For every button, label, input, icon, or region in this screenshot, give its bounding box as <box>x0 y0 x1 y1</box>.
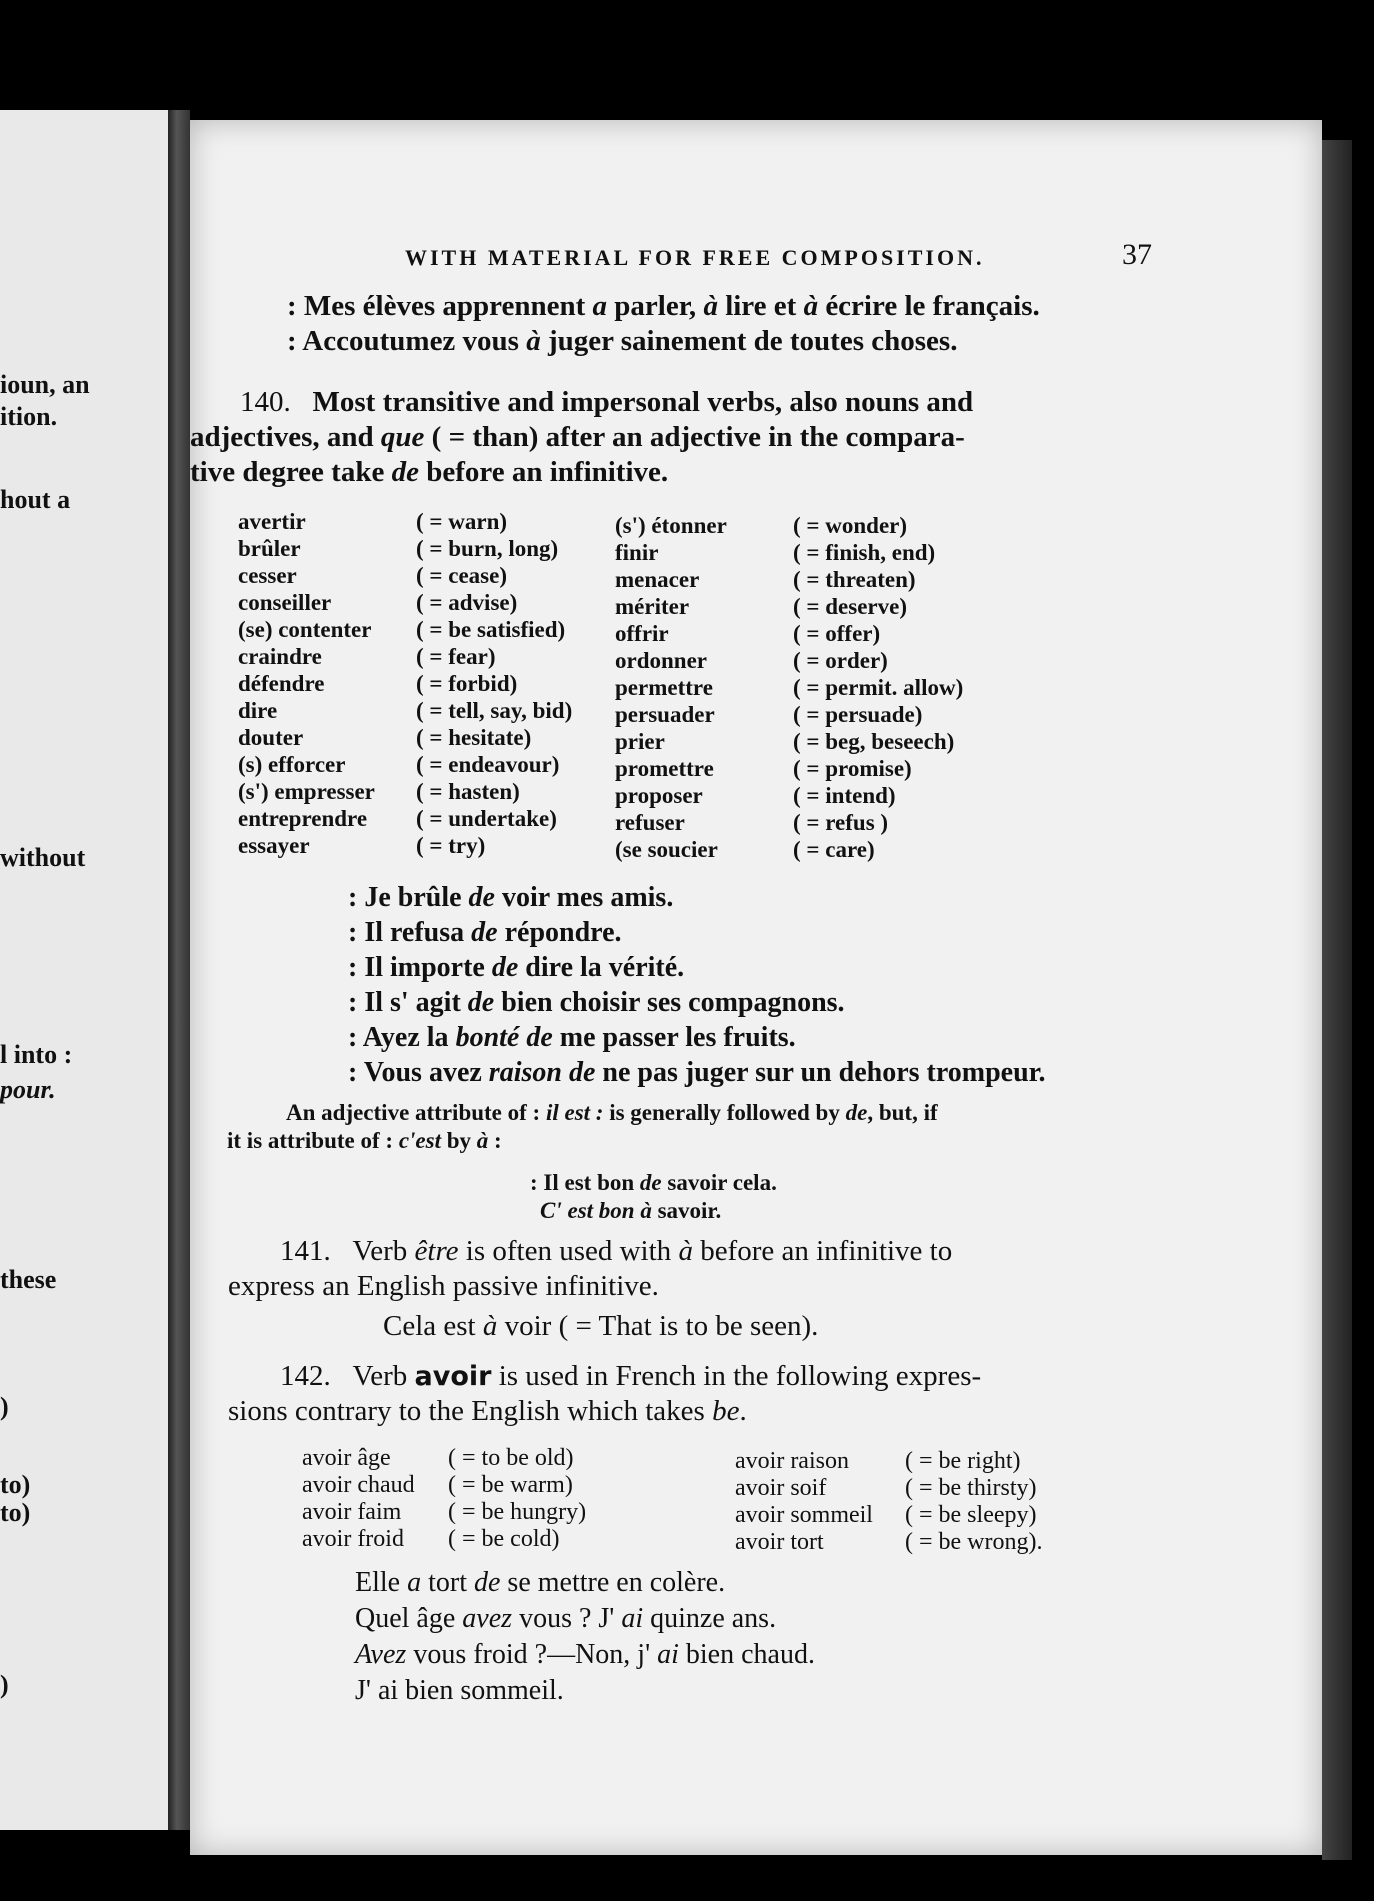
avoir-row: avoir froid ( = be cold) <box>302 1526 560 1552</box>
verb-row: (se) contenter ( = be satisfied) <box>238 617 566 642</box>
verb-row: permettre ( = permit. allow) <box>615 675 964 700</box>
example-sentence: : Vous avez raison de ne pas juger sur un dehors trompeur. <box>348 1057 1046 1088</box>
section-141-line2: express an English passive infinitive. <box>228 1270 659 1302</box>
section-number: 140. <box>240 386 291 418</box>
verb-row: finir ( = finish, end) <box>615 540 936 565</box>
section-142-line2: sions contrary to the English which takes be. <box>228 1395 747 1427</box>
verb-row: craindre ( = fear) <box>238 644 496 669</box>
page-edge <box>1322 140 1352 1860</box>
left-fragment: pour. <box>0 1075 56 1104</box>
example-sentence: : Ayez la bonté de me passer les fruits. <box>348 1022 796 1053</box>
verb-row: conseiller ( = advise) <box>238 590 518 615</box>
avoir-row: avoir âge ( = to be old) <box>302 1445 574 1471</box>
example-sentence: Avez vous froid ?—Non, j' ai bien chaud. <box>355 1639 815 1670</box>
example-sentence: : Je brûle de voir mes amis. <box>348 882 674 913</box>
verb-row: menacer ( = threaten) <box>615 567 916 592</box>
note-example: C' est bon à savoir. <box>540 1198 722 1223</box>
section-140-examples <box>348 880 1046 1090</box>
example-sentence: : Il refusa de répondre. <box>348 917 622 948</box>
verb-row: promettre ( = promise) <box>615 756 912 781</box>
verb-row: défendre ( = forbid) <box>238 671 518 696</box>
verb-row: avertir ( = warn) <box>238 509 508 534</box>
left-facing-page <box>0 110 170 1830</box>
left-fragment: ioun, an <box>0 370 90 399</box>
section-140-paragraph: 140. Most transitive and impersonal verbs, also nouns and adjectives, and que ( = than) after an adjective in the compara- tive degree take de before an infinitive. <box>190 386 974 488</box>
left-fragment: to) <box>0 1498 31 1527</box>
verb-table-right <box>615 512 963 863</box>
left-fragment: without <box>0 843 86 872</box>
verb-row: (s') empresser ( = hasten) <box>238 779 520 804</box>
avoir-row: avoir faim ( = be hungry) <box>302 1499 587 1525</box>
left-fragment: to) <box>0 1470 31 1499</box>
verb-row: (s') étonner ( = wonder) <box>615 513 908 538</box>
verb-row: offrir ( = offer) <box>615 621 881 646</box>
verb-row: cesser ( = cease) <box>238 563 508 588</box>
note-line: An adjective attribute of : il est : is generally followed by de, but, if <box>286 1100 938 1125</box>
avoir-row: avoir tort ( = be wrong). <box>735 1529 1043 1555</box>
verb-row: refuser ( = refus ) <box>615 810 889 835</box>
left-fragment: ) <box>0 1392 9 1421</box>
avoir-row: avoir sommeil ( = be sleepy) <box>735 1502 1037 1528</box>
verb-row: (se soucier ( = care) <box>615 837 875 862</box>
verb-row: douter ( = hesitate) <box>238 725 532 750</box>
section-141-example: Cela est à voir ( = That is to be seen). <box>383 1310 819 1342</box>
book-page <box>190 120 1322 1855</box>
left-fragment: l into : <box>0 1040 73 1069</box>
section-number: 141. <box>280 1235 331 1267</box>
avoir-row: avoir soif ( = be thirsty) <box>735 1475 1037 1501</box>
left-fragment: ) <box>0 1670 9 1699</box>
section-number: 142. <box>280 1360 331 1392</box>
avoir-row: avoir chaud ( = be warm) <box>302 1472 573 1498</box>
left-fragment: these <box>0 1265 57 1294</box>
verb-row: mériter ( = deserve) <box>615 594 908 619</box>
avoir-table-right <box>735 1448 1043 1556</box>
verb-row: ordonner ( = order) <box>615 648 888 673</box>
note-line: it is attribute of : c'est by à : <box>227 1128 502 1153</box>
example-sentence: Elle a tort de se mettre en colère. <box>355 1567 726 1598</box>
avoir-table-left <box>302 1445 586 1553</box>
verb-row: persuader ( = persuade) <box>615 702 923 727</box>
section-141-line1: 141. Verb être is often used with à before an infinitive to <box>280 1235 953 1267</box>
example-sentence: : Il importe de dire la vérité. <box>348 952 685 983</box>
example-sentence: J' ai bien sommeil. <box>355 1675 564 1706</box>
verb-row: (s) efforcer ( = endeavour) <box>238 752 560 777</box>
section-142-line1: 142. Verb avoir is used in French in the following expres- <box>280 1360 982 1392</box>
example-sentence: Quel âge avez vous ? J' ai quinze ans. <box>355 1603 777 1634</box>
example-sentence: : Il s' agit de bien choisir ses compagnons. <box>348 987 845 1018</box>
verb-row: entreprendre ( = undertake) <box>238 806 557 831</box>
verb-row: essayer ( = try) <box>238 833 486 858</box>
note-example: : Il est bon de savoir cela. <box>530 1170 777 1195</box>
section-142-examples <box>355 1565 815 1709</box>
intro-example: : Mes élèves apprennent a parler, à lire et à écrire le français. <box>287 290 1040 322</box>
verb-row: dire ( = tell, say, bid) <box>238 698 573 723</box>
verb-row: brûler ( = burn, long) <box>238 536 559 561</box>
left-fragment: hout a <box>0 485 71 514</box>
avoir-row: avoir raison ( = be right) <box>735 1448 1021 1474</box>
verb-row: prier ( = beg, beseech) <box>615 729 955 754</box>
running-title: WITH MATERIAL FOR FREE COMPOSITION. <box>405 245 985 270</box>
left-fragment: ition. <box>0 402 58 431</box>
verb-table-left <box>238 508 572 859</box>
page-number: 37 <box>1122 238 1152 271</box>
book-spine <box>168 110 190 1830</box>
verb-row: proposer ( = intend) <box>615 783 896 808</box>
intro-example: : Accoutumez vous à juger sainement de toutes choses. <box>287 325 958 357</box>
